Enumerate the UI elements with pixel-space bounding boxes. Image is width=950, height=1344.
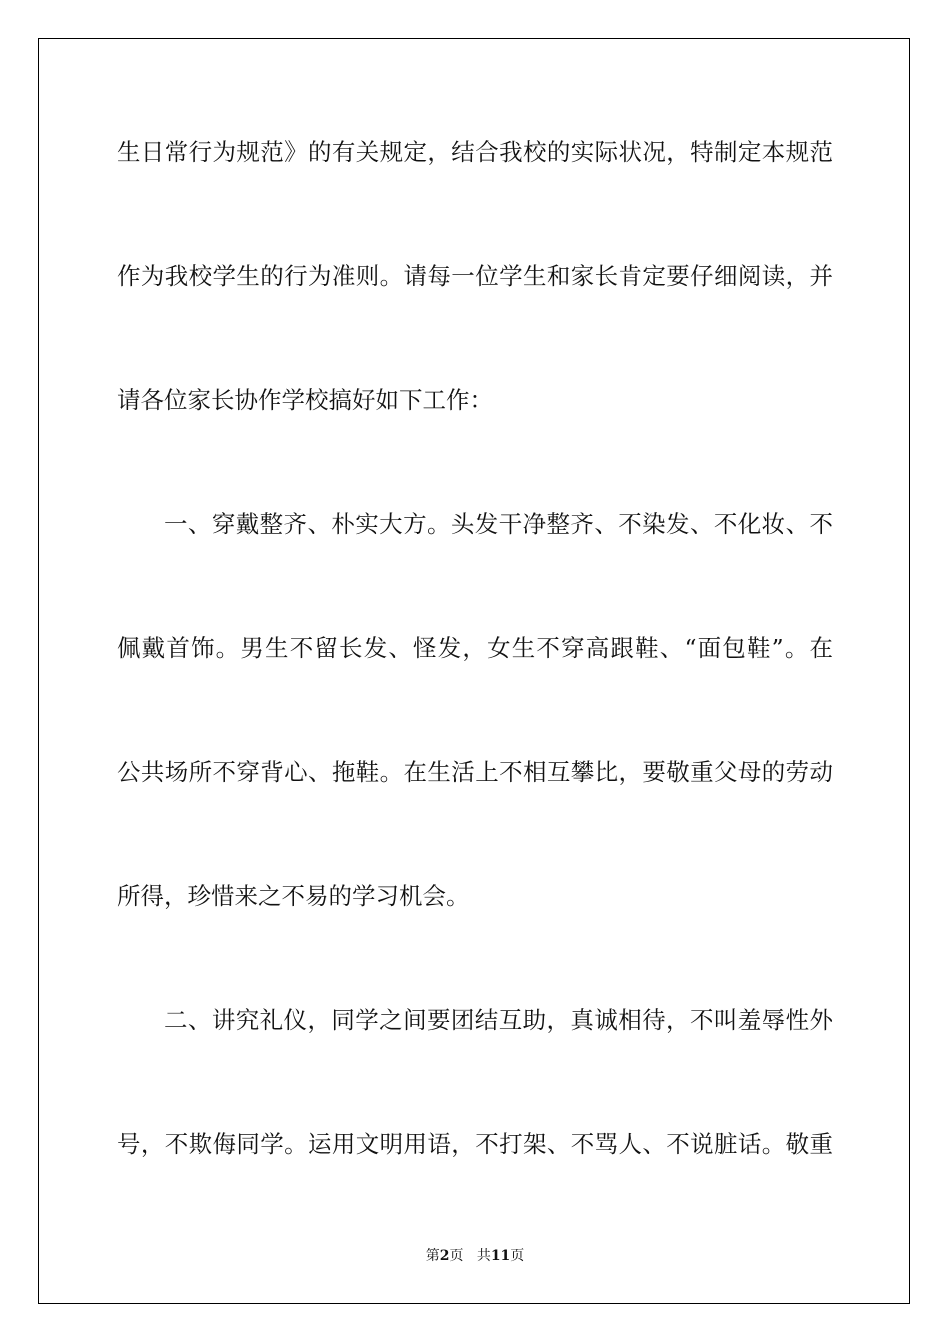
paragraph-line: 佩戴首饰。男生不留长发、怪发，女生不穿高跟鞋、“面包鞋”。在	[117, 634, 833, 662]
total-suffix: 页	[510, 1248, 525, 1264]
page-number: 2	[439, 1248, 450, 1264]
paragraph-line: 生日常行为规范》的有关规定，结合我校的实际状况，特制定本规范	[117, 138, 833, 166]
paragraph-line: 请各位家长协作学校搞好如下工作：	[117, 386, 493, 414]
page-suffix: 页	[449, 1248, 464, 1264]
paragraph-line: 公共场所不穿背心、拖鞋。在生活上不相互攀比，要敬重父母的劳动	[117, 758, 833, 786]
paragraph-line: 号，不欺侮同学。运用文明用语，不打架、不骂人、不说脏话。敬重	[117, 1130, 833, 1158]
page-footer	[0, 1247, 950, 1265]
paragraph-line: 二、讲究礼仪，同学之间要团结互助，真诚相待，不叫羞辱性外	[164, 1006, 833, 1034]
page-prefix: 第	[425, 1248, 440, 1264]
total-pages: 11	[490, 1248, 511, 1264]
paragraph-line: 一、穿戴整齐、朴实大方。头发干净整齐、不染发、不化妆、不	[164, 510, 833, 538]
total-prefix: 共	[476, 1248, 491, 1264]
paragraph-line: 作为我校学生的行为准则。请每一位学生和家长肯定要仔细阅读，并	[117, 262, 833, 290]
page-border	[38, 38, 910, 1304]
paragraph-line: 所得，珍惜来之不易的学习机会。	[117, 882, 470, 910]
